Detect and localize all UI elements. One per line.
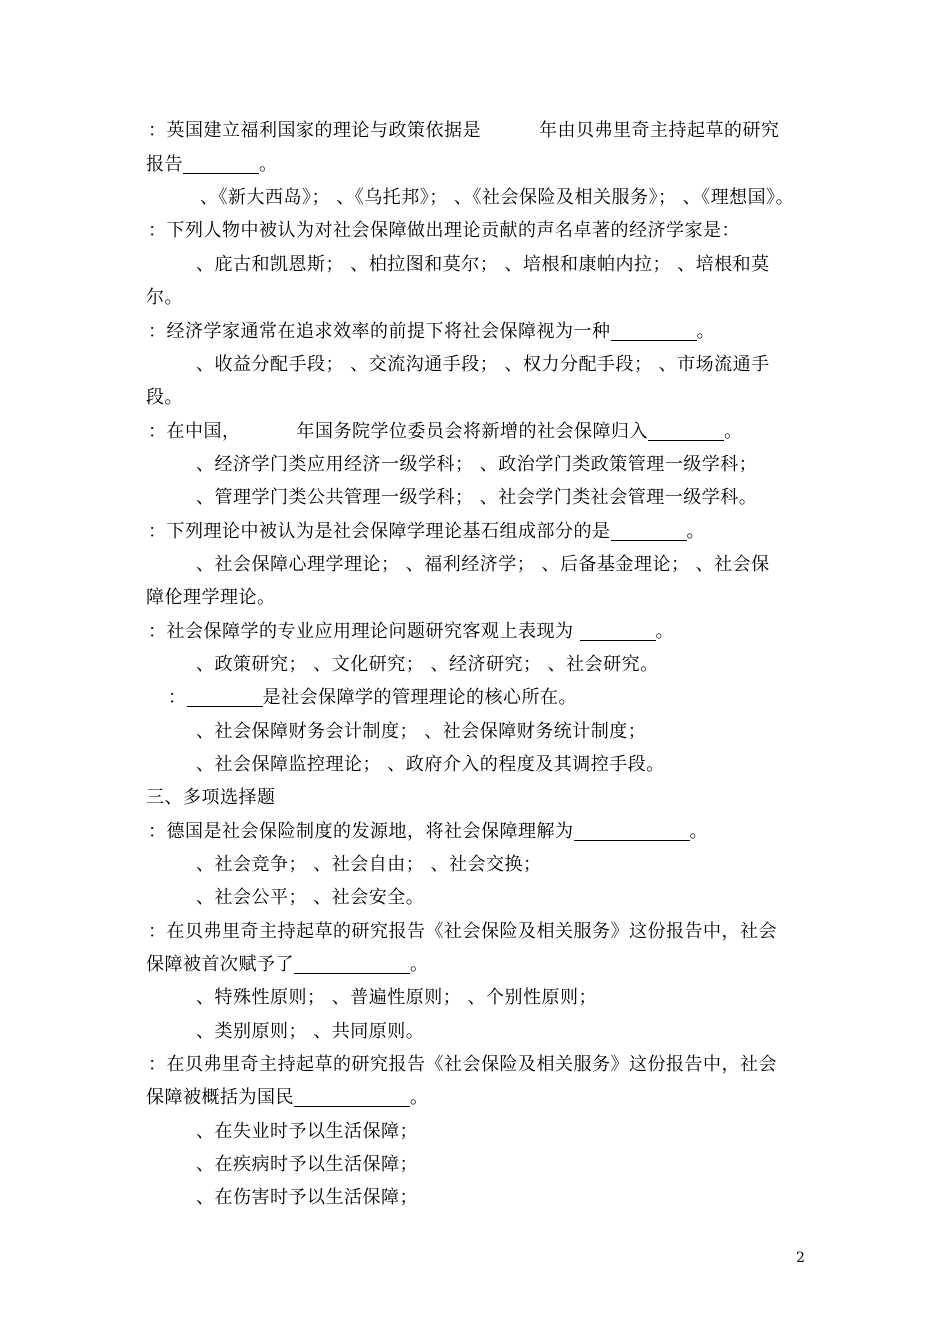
m3-option-c: 、在伤害时予以生活保障；	[196, 1187, 418, 1208]
q1-stem-line2: 报告 。	[146, 154, 278, 175]
m2-options-line1: 、特殊性原则； 、普遍性原则； 、个别性原则；	[196, 987, 597, 1008]
m2-stem-line1: ：在贝弗里奇主持起草的研究报告《社会保险及相关服务》这份报告中，社会	[148, 921, 777, 942]
m2-options-line2: 、类别原则； 、共同原则。	[196, 1021, 425, 1042]
q6-stem: ：社会保障学的专业应用理论问题研究客观上表现为 。	[148, 621, 674, 642]
q3-stem: ：经济学家通常在追求效率的前提下将社会保障视为一种 。	[148, 321, 715, 342]
m1-options-line1: 、社会竞争； 、社会自由； 、社会交换；	[196, 854, 542, 875]
section-heading: 三、多项选择题	[146, 787, 276, 808]
q3-options-line1: 、收益分配手段； 、交流沟通手段； 、权力分配手段； 、市场流通手	[196, 354, 770, 375]
q5-options-line1: 、社会保障心理学理论； 、福利经济学； 、后备基金理论； 、社会保	[196, 554, 770, 575]
m1-stem: ：德国是社会保险制度的发源地，将社会保障理解为 。	[148, 821, 708, 842]
q2-options-line1: 、庇古和凯恩斯； 、柏拉图和莫尔； 、培根和康帕内拉； 、培根和莫	[196, 254, 770, 275]
q7-options-line1: 、社会保障财务会计制度； 、社会保障财务统计制度；	[196, 721, 647, 742]
q1-options: 、《新大西岛》； 、《乌托邦》； 、《社会保险及相关服务》； 、《理想国》。	[200, 187, 795, 208]
m3-option-b: 、在疾病时予以生活保障；	[196, 1154, 418, 1175]
q4-options-line2: 、管理学门类公共管理一级学科； 、社会学门类社会管理一级学科。	[196, 487, 758, 508]
q3-options-line2: 段。	[146, 387, 183, 408]
q2-options-line2: 尔。	[146, 287, 183, 308]
m3-option-a: 、在失业时予以生活保障；	[196, 1121, 418, 1142]
answer-blank	[183, 153, 259, 174]
q4-stem: ：在中国， 年国务院学位委员会将新增的社会保障归入 。	[148, 421, 743, 442]
answer-blank	[187, 686, 263, 707]
answer-blank	[294, 1086, 410, 1107]
answer-blank	[580, 620, 656, 641]
m3-stem-line1: ：在贝弗里奇主持起草的研究报告《社会保险及相关服务》这份报告中，社会	[148, 1054, 777, 1075]
q5-options-line2: 障伦理学理论。	[146, 587, 276, 608]
m1-options-line2: 、社会公平； 、社会安全。	[196, 887, 425, 908]
answer-blank	[611, 520, 687, 541]
q5-stem: ：下列理论中被认为是社会保障学理论基石组成部分的是 。	[148, 521, 705, 542]
q4-options-line1: 、经济学门类应用经济一级学科； 、政治学门类政策管理一级学科；	[196, 454, 758, 475]
m2-stem-line2: 保障被首次赋予了 。	[146, 954, 429, 975]
q7-options-line2: 、社会保障监控理论； 、政府介入的程度及其调控手段。	[196, 754, 665, 775]
page-number: 2	[796, 1250, 805, 1266]
q1-stem-line1: ：英国建立福利国家的理论与政策依据是 年由贝弗里奇主持起草的研究	[148, 120, 780, 141]
answer-blank	[294, 953, 410, 974]
q7-stem: ： 是社会保障学的管理理论的核心所在。	[168, 687, 577, 708]
q2-stem: ：下列人物中被认为对社会保障做出理论贡献的声名卓著的经济学家是：	[148, 220, 740, 241]
m3-stem-line2: 保障被概括为国民 。	[146, 1087, 429, 1108]
answer-blank	[611, 320, 697, 341]
q6-options: 、政策研究； 、文化研究； 、经济研究； 、社会研究。	[196, 654, 659, 675]
answer-blank	[648, 420, 724, 441]
answer-blank	[574, 820, 690, 841]
